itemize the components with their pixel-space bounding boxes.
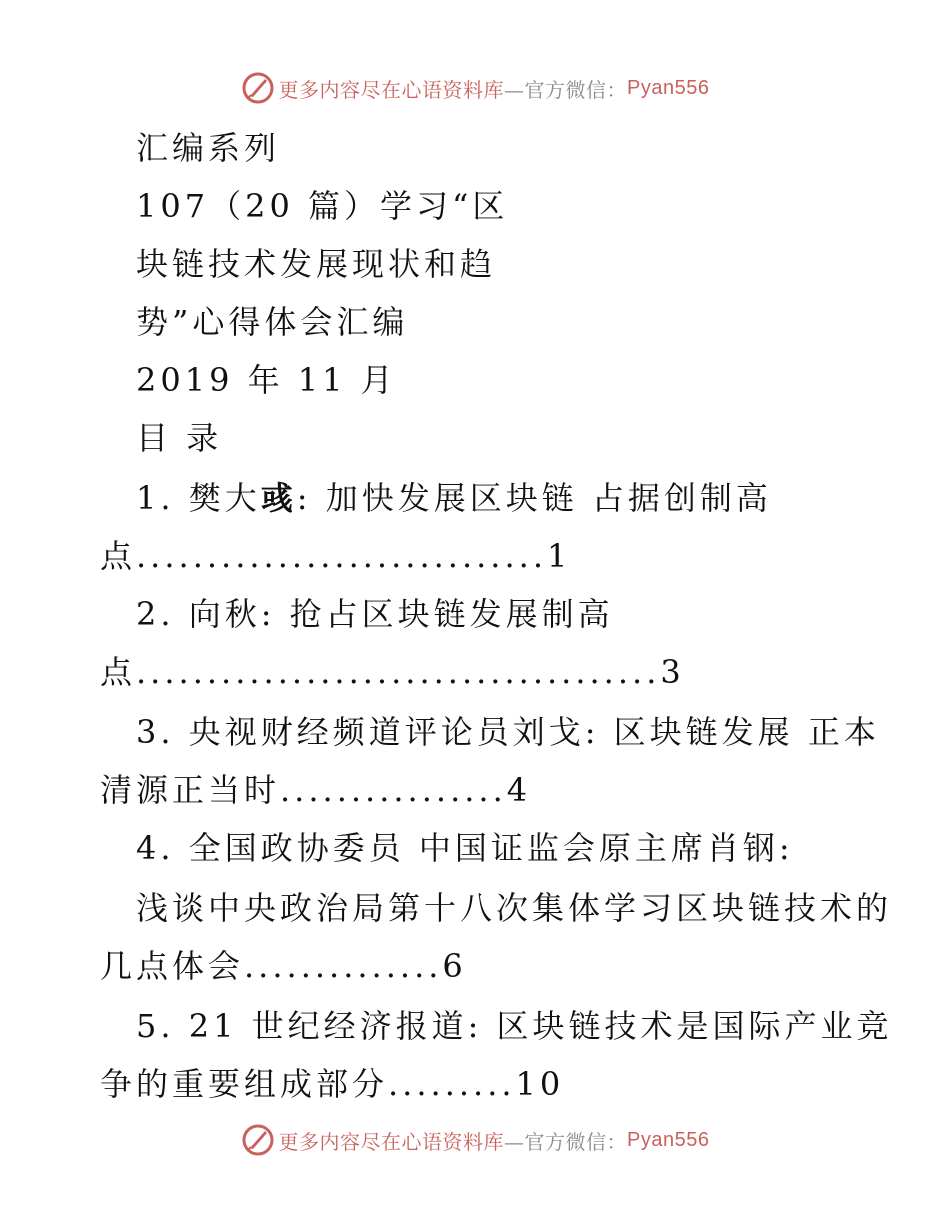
watermark-id: Pyan556	[627, 1128, 710, 1151]
watermark-gray-text: —官方微信：	[504, 1129, 628, 1154]
watermark-red-text: 更多内容尽在心语资料库	[278, 77, 505, 102]
toc-item-1-leader: 点.............................1	[100, 537, 572, 575]
toc-item-4: 4. 全国政协委员 中国证监会原主席肖钢:	[136, 829, 794, 867]
toc-heading: 目 录	[136, 419, 223, 457]
toc-item-1-bold: 彧	[260, 479, 297, 517]
quill-logo-icon	[241, 71, 275, 105]
toc-item-1	[136, 478, 772, 518]
title-line-3: 势”心得体会汇编	[136, 303, 409, 341]
toc-item-1-prefix: 1. 樊大	[136, 479, 261, 517]
toc-item-4-leader: 几点体会..............6	[100, 947, 467, 985]
watermark-red-text: 更多内容尽在心语资料库	[278, 1129, 505, 1154]
series-line: 汇编系列	[136, 129, 281, 167]
toc-item-5-leader: 争的重要组成部分.........10	[100, 1065, 565, 1103]
watermark-header	[0, 71, 950, 105]
date-line: 2019 年 11 月	[136, 361, 397, 399]
watermark-id: Pyan556	[627, 76, 710, 99]
quill-logo-icon	[241, 1123, 275, 1157]
watermark-footer	[0, 1123, 950, 1157]
toc-item-1-suffix: : 加快发展区块链 占据创制高	[296, 479, 772, 517]
watermark-gray-text: —官方微信：	[504, 77, 628, 102]
toc-item-5: 5. 21 世纪经济报道: 区块链技术是国际产业竞	[136, 1007, 893, 1045]
title-line-1: 107（20 篇）学习“区	[136, 187, 509, 225]
toc-item-2-leader: 点.....................................3	[100, 653, 685, 691]
toc-item-3-leader: 清源正当时................4	[100, 771, 532, 809]
toc-item-3: 3. 央视财经频道评论员刘戈: 区块链发展 正本	[136, 713, 880, 751]
toc-item-4-line2: 浅谈中央政治局第十八次集体学习区块链技术的	[136, 889, 893, 927]
toc-item-2: 2. 向秋: 抢占区块链发展制高	[136, 595, 614, 633]
title-line-2: 块链技术发展现状和趋	[136, 245, 497, 283]
